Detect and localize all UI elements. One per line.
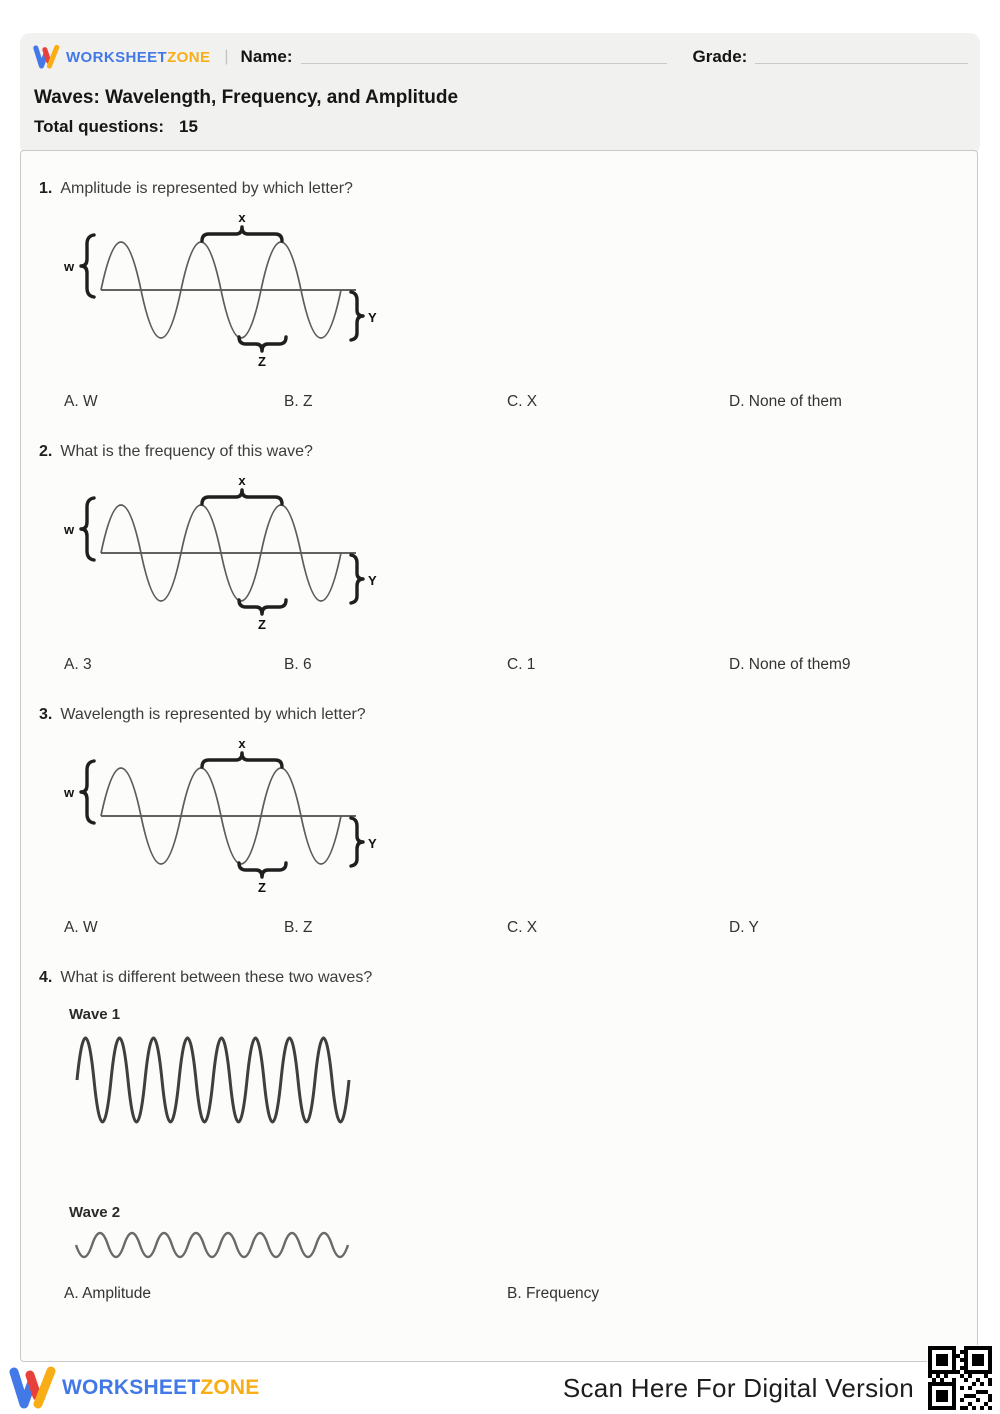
brand-zone: ZONE <box>167 48 211 66</box>
worksheetzone-logo-icon <box>32 44 60 70</box>
question-2-head <box>39 441 977 462</box>
scan-here-text: Scan Here For Digital Version <box>562 1372 914 1403</box>
grade-label: Grade: <box>692 47 748 66</box>
question-2 <box>21 441 977 674</box>
worksheetzone-logo-icon <box>8 1365 56 1411</box>
labeled-wave-diagram-copy <box>56 733 386 903</box>
spacer <box>21 1130 977 1186</box>
header-row <box>32 43 968 71</box>
question-4-options <box>64 1285 977 1303</box>
brand-worksheet: WORKSHEET <box>66 48 168 66</box>
question-4-head <box>39 967 977 988</box>
question-box <box>20 150 978 1362</box>
grade-write-line <box>755 50 968 64</box>
option-b: B. Z <box>284 919 313 936</box>
brand-worksheet: WORKSHEET <box>62 1376 201 1399</box>
labeled-wave-diagram-copy <box>56 470 386 640</box>
wave-2-diagram <box>71 1227 351 1263</box>
wave-label-z: Z <box>258 354 266 369</box>
question-1-options <box>64 393 977 411</box>
brand-text <box>66 49 210 66</box>
question-text: Amplitude is represented by which letter? <box>60 180 353 197</box>
option-c: C. 1 <box>507 656 536 673</box>
option-d: D. None of them <box>729 393 842 410</box>
name-label: Name: <box>240 47 293 66</box>
question-1-head <box>39 178 977 199</box>
option-a: A. W <box>64 919 98 936</box>
option-b: B. Frequency <box>507 1285 600 1302</box>
question-text: What is different between these two waves? <box>60 969 373 986</box>
footer <box>0 1362 1000 1414</box>
option-b: B. 6 <box>284 656 312 673</box>
question-number: 4. <box>39 969 53 986</box>
question-3-head <box>39 704 977 725</box>
wave-label-y: Y <box>368 310 377 325</box>
question-number: 3. <box>39 706 53 723</box>
wave-1-diagram <box>71 1030 361 1130</box>
option-a: A. 3 <box>64 656 92 673</box>
footer-worksheetzone-logo <box>8 1365 259 1411</box>
worksheetzone-logo <box>32 44 210 70</box>
question-2-options <box>64 656 977 674</box>
question-1 <box>21 178 977 411</box>
question-3 <box>21 704 977 937</box>
total-questions-row <box>34 117 968 137</box>
question-3-options <box>64 919 977 937</box>
brand-zone: ZONE <box>200 1376 260 1399</box>
name-write-line <box>301 50 667 64</box>
question-text: Wavelength is represented by which letter? <box>60 706 366 723</box>
question-4 <box>21 967 977 1303</box>
header-divider: | <box>224 48 229 65</box>
total-questions-value: 15 <box>179 117 198 136</box>
option-a: A. W <box>64 393 98 410</box>
qr-code-icon <box>927 1345 993 1411</box>
wave-label-x: x <box>238 210 246 225</box>
option-d: D. Y <box>729 919 759 936</box>
wave-label-w: w <box>63 259 75 274</box>
header-panel <box>20 33 980 155</box>
option-a: A. Amplitude <box>64 1285 152 1302</box>
wave-2-label: Wave 2 <box>69 1204 121 1221</box>
worksheet-title: Waves: Wavelength, Frequency, and Amplitude <box>34 87 459 108</box>
brand-text <box>62 1376 259 1400</box>
wave-1-label: Wave 1 <box>69 1006 121 1023</box>
option-b: B. Z <box>284 393 313 410</box>
wave-diagram <box>63 210 377 369</box>
question-text: What is the frequency of this wave? <box>60 443 313 460</box>
question-number: 2. <box>39 443 53 460</box>
option-d: D. None of them9 <box>729 656 851 673</box>
option-c: C. X <box>507 393 538 410</box>
total-questions-label: Total questions: <box>34 117 165 136</box>
option-c: C. X <box>507 919 538 936</box>
labeled-wave-diagram <box>56 207 386 377</box>
question-number: 1. <box>39 180 53 197</box>
